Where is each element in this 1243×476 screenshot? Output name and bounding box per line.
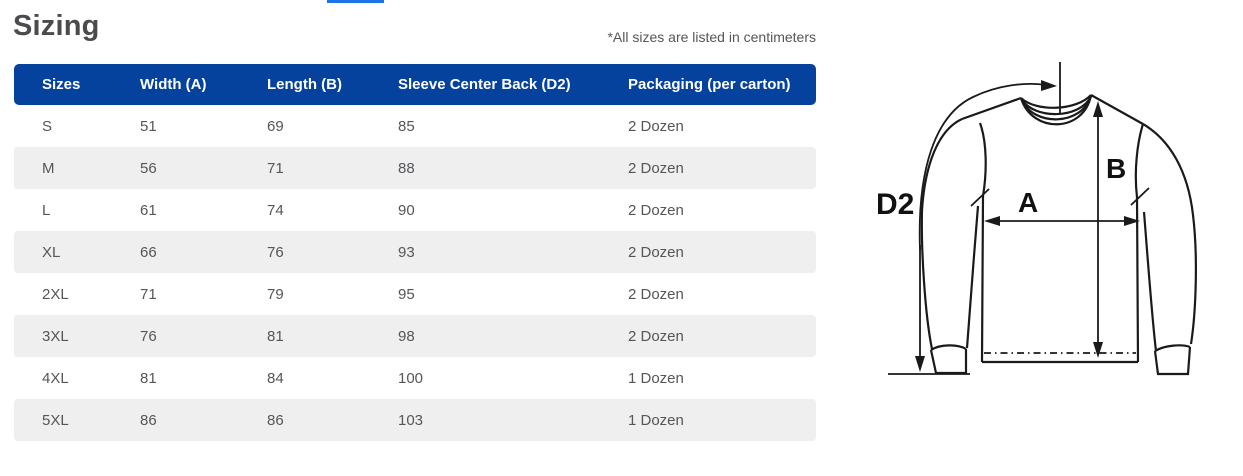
shirt-collar [1021, 95, 1091, 124]
measure-arrow-b [1093, 101, 1103, 358]
sizing-table [14, 64, 816, 441]
table-cell: 86 [140, 411, 157, 429]
measure-arrow-a [971, 188, 1149, 226]
table-cell: 2XL [42, 285, 69, 303]
table-cell: 81 [267, 327, 284, 345]
table-cell: 1 Dozen [628, 369, 684, 387]
table-row-3xl [14, 315, 816, 357]
table-cell: 93 [398, 243, 415, 261]
table-cell: 56 [140, 159, 157, 177]
table-row-l [14, 189, 816, 231]
column-header-sizes: Sizes [42, 76, 81, 93]
table-cell: XL [42, 243, 61, 261]
table-cell: 86 [267, 411, 284, 429]
table-cell: 90 [398, 201, 415, 219]
table-cell: 66 [140, 243, 157, 261]
table-cell: 51 [140, 117, 157, 135]
table-cell: 71 [140, 285, 157, 303]
table-cell: 1 Dozen [628, 411, 684, 429]
table-row-m [14, 147, 816, 189]
table-cell: 2 Dozen [628, 159, 684, 177]
table-cell: 2 Dozen [628, 201, 684, 219]
table-cell: 98 [398, 327, 415, 345]
table-row-4xl [14, 357, 816, 399]
page-title: Sizing [13, 10, 100, 42]
active-tab-indicator [327, 0, 384, 3]
shirt-outline [922, 95, 1196, 374]
table-cell: 2 Dozen [628, 243, 684, 261]
column-header-length: Length (B) [267, 76, 342, 93]
table-cell: 71 [267, 159, 284, 177]
table-cell: 76 [140, 327, 157, 345]
label-b: B [1106, 153, 1127, 184]
column-header-sleeve: Sleeve Center Back (D2) [398, 76, 571, 93]
label-d2: D2 [876, 188, 915, 221]
table-row-xl [14, 231, 816, 273]
table-cell: 4XL [42, 369, 69, 387]
table-cell: 3XL [42, 327, 69, 345]
table-cell: M [42, 159, 55, 177]
table-cell: 76 [267, 243, 284, 261]
table-cell: 85 [398, 117, 415, 135]
units-note: *All sizes are listed in centimeters [607, 29, 816, 45]
table-body [14, 105, 816, 441]
table-cell: 69 [267, 117, 284, 135]
table-cell: 79 [267, 285, 284, 303]
column-header-packaging: Packaging (per carton) [628, 76, 791, 93]
table-cell: 2 Dozen [628, 117, 684, 135]
table-cell: 2 Dozen [628, 285, 684, 303]
table-cell: 2 Dozen [628, 327, 684, 345]
table-cell: S [42, 117, 53, 135]
table-cell: 95 [398, 285, 415, 303]
column-header-width: Width (A) [140, 76, 207, 93]
table-cell: 61 [140, 201, 157, 219]
table-cell: 103 [398, 411, 424, 429]
table-header-row [14, 64, 816, 105]
table-cell: 74 [267, 201, 284, 219]
table-row-2xl [14, 273, 816, 315]
table-cell: 81 [140, 369, 157, 387]
table-cell: L [42, 201, 51, 219]
table-cell: 84 [267, 369, 284, 387]
table-row-5xl [14, 399, 816, 441]
garment-measurement-diagram [860, 0, 1243, 476]
table-cell: 88 [398, 159, 415, 177]
table-row-s [14, 105, 816, 147]
label-a: A [1018, 187, 1039, 218]
table-cell: 5XL [42, 411, 69, 429]
table-cell: 100 [398, 369, 424, 387]
